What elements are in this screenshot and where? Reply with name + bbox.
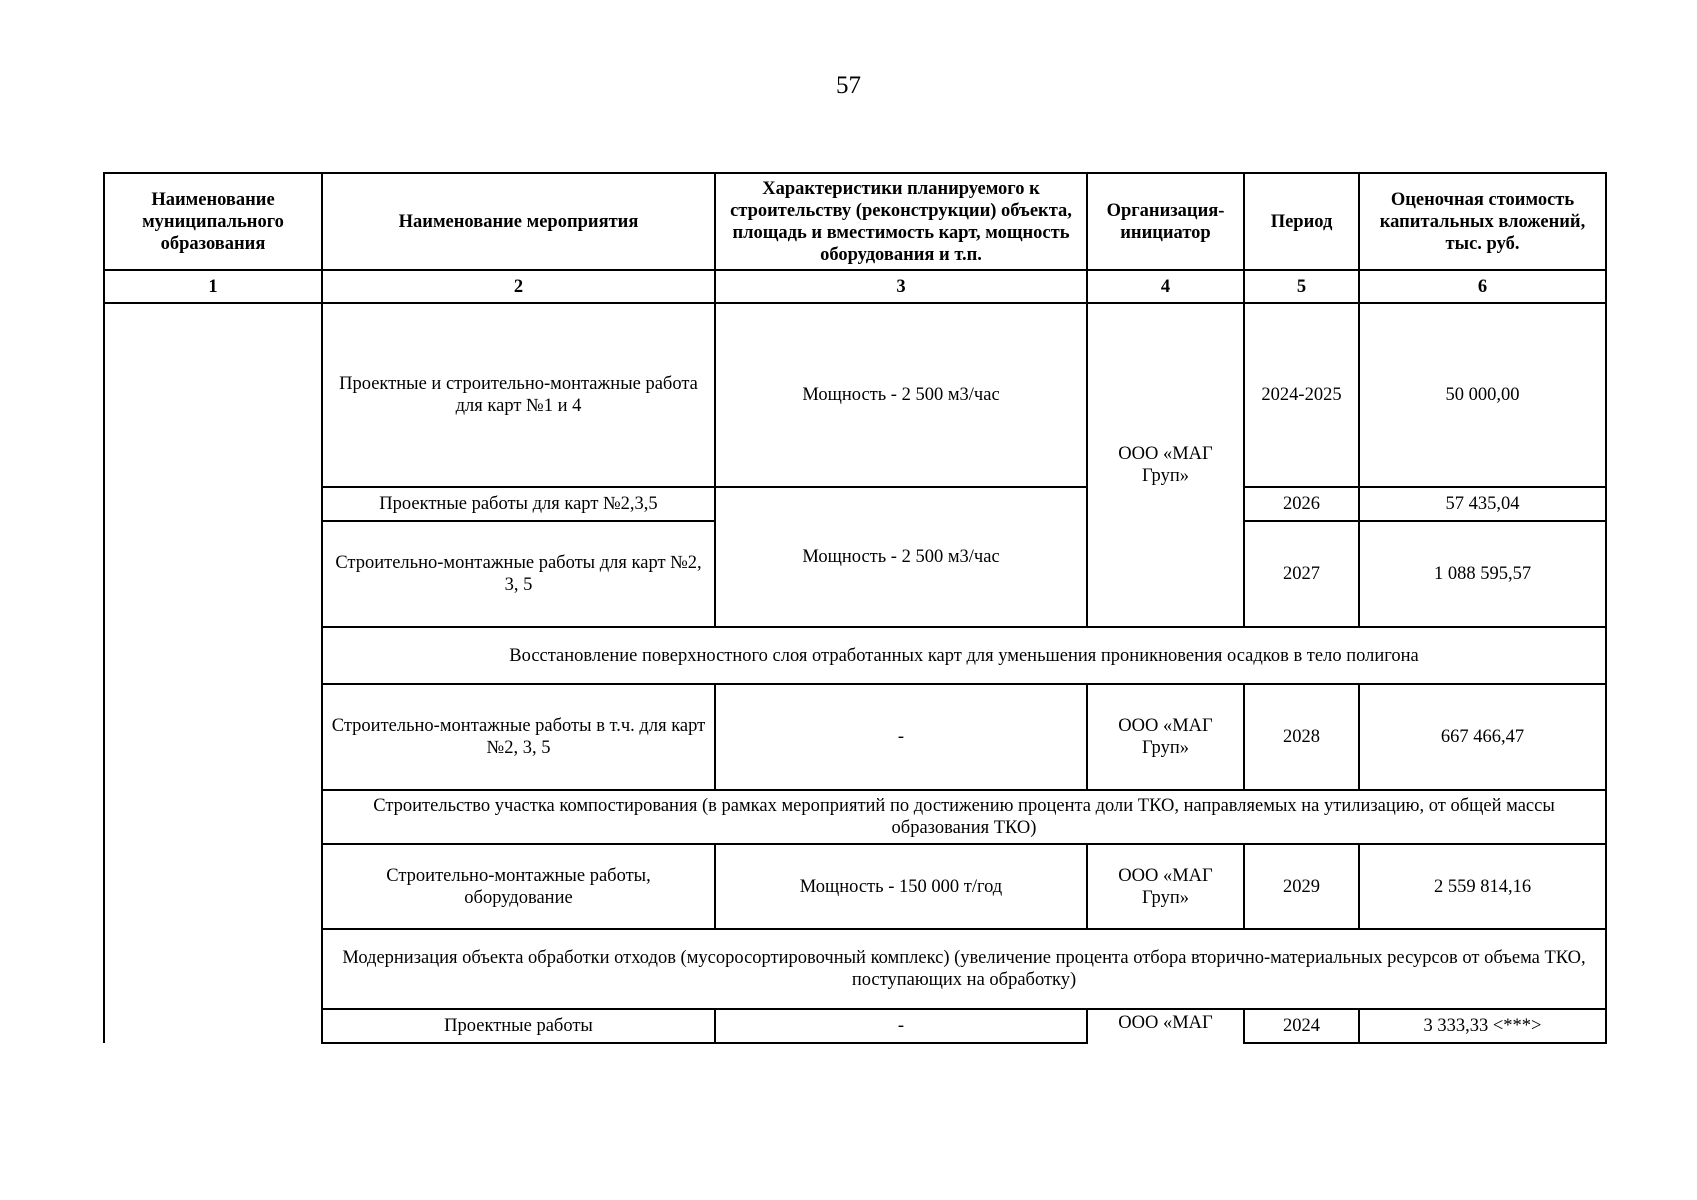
- section-row: [104, 627, 1606, 684]
- header-organization: Организация-инициатор: [1087, 173, 1244, 270]
- organization-cell: ООО «МАГ Груп»: [1087, 844, 1244, 929]
- event-cell: Проектные работы: [322, 1009, 715, 1043]
- section-row: [104, 790, 1606, 844]
- event-cell: Строительно-монтажные работы в т.ч. для карт №2, 3, 5: [322, 684, 715, 790]
- characteristics-cell: Мощность - 2 500 м3/час: [715, 303, 1087, 487]
- column-number: 6: [1359, 270, 1606, 303]
- characteristics-cell: Мощность - 150 000 т/год: [715, 844, 1087, 929]
- characteristics-cell: Мощность - 2 500 м3/час: [715, 487, 1087, 627]
- table-row: [104, 487, 1606, 521]
- investment-table: [103, 172, 1607, 1044]
- organization-cell: ООО «МАГ Груп»: [1087, 684, 1244, 790]
- period-cell: 2024: [1244, 1009, 1359, 1043]
- column-number-row: [104, 270, 1606, 303]
- column-number: 3: [715, 270, 1087, 303]
- cost-cell: 57 435,04: [1359, 487, 1606, 521]
- section-title: Восстановление поверхностного слоя отработанных карт для уменьшения проникновения осадков в тело полигона: [322, 627, 1606, 684]
- period-cell: 2024-2025: [1244, 303, 1359, 487]
- organization-cell: ООО «МАГ: [1087, 1009, 1244, 1043]
- event-cell: Строительно-монтажные работы для карт №2, 3, 5: [322, 521, 715, 627]
- period-cell: 2029: [1244, 844, 1359, 929]
- cost-cell: 3 333,33 <***>: [1359, 1009, 1606, 1043]
- cost-cell: 1 088 595,57: [1359, 521, 1606, 627]
- header-event: Наименование мероприятия: [322, 173, 715, 270]
- header-municipality: Наименование муниципального образования: [104, 173, 322, 270]
- section-title: Модернизация объекта обработки отходов (мусоросортировочный комплекс) (увеличение процента отбора вторично-материальных ресурсов от объема ТКО, поступающих на обработку): [322, 929, 1606, 1009]
- period-cell: 2026: [1244, 487, 1359, 521]
- cost-cell: 667 466,47: [1359, 684, 1606, 790]
- event-cell: Проектные работы для карт №2,3,5: [322, 487, 715, 521]
- period-cell: 2028: [1244, 684, 1359, 790]
- header-characteristics: Характеристики планируемого к строительству (реконструкции) объекта, площадь и вместимость карт, мощность оборудования и т.п.: [715, 173, 1087, 270]
- organization-cell: ООО «МАГ Груп»: [1087, 303, 1244, 627]
- cost-cell: 50 000,00: [1359, 303, 1606, 487]
- header-cost: Оценочная стоимость капитальных вложений, тыс. руб.: [1359, 173, 1606, 270]
- header-row: [104, 173, 1606, 270]
- header-period: Период: [1244, 173, 1359, 270]
- event-cell: Проектные и строительно-монтажные работа для карт №1 и 4: [322, 303, 715, 487]
- table-row: [104, 303, 1606, 487]
- column-number: 1: [104, 270, 322, 303]
- table-row: [104, 684, 1606, 790]
- table-row: [104, 1009, 1606, 1043]
- column-number: 5: [1244, 270, 1359, 303]
- characteristics-cell: -: [715, 684, 1087, 790]
- table-row: [104, 844, 1606, 929]
- cost-cell: 2 559 814,16: [1359, 844, 1606, 929]
- column-number: 2: [322, 270, 715, 303]
- section-title: Строительство участка компостирования (в рамках мероприятий по достижению процента доли ТКО, направляемых на утилизацию, от общей массы образования ТКО): [322, 790, 1606, 844]
- column-number: 4: [1087, 270, 1244, 303]
- event-cell: Строительно-монтажные работы, оборудование: [322, 844, 715, 929]
- section-row: [104, 929, 1606, 1009]
- municipality-cell: [104, 303, 322, 1043]
- characteristics-cell: -: [715, 1009, 1087, 1043]
- period-cell: 2027: [1244, 521, 1359, 627]
- page-number: 57: [836, 72, 861, 99]
